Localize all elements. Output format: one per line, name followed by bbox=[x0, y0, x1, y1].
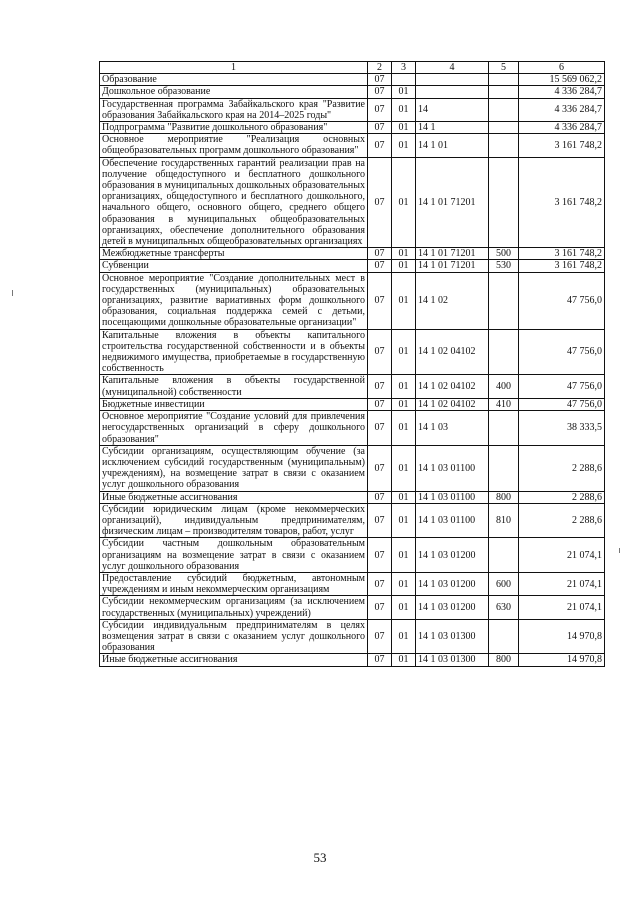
cell-name: Основное мероприятие "Создание дополнительных мест в государственных (муниципальных) образовательных организациях, развитие вариативных форм дошкольного образования, социальная поддержка семей с детьми, посещающими дошкольные образовательные организации" bbox=[100, 272, 368, 329]
cell-vr bbox=[489, 86, 519, 98]
cell-sum: 21 074,1 bbox=[519, 596, 605, 619]
scan-artifact bbox=[12, 290, 13, 296]
cell-cs bbox=[416, 74, 489, 86]
cell-name: Иные бюджетные ассигнования bbox=[100, 491, 368, 503]
cell-rz: 01 bbox=[392, 572, 416, 595]
table-row bbox=[100, 538, 605, 573]
cell-name: Капитальные вложения в объекты государственной (муниципальной) собственности bbox=[100, 375, 368, 398]
cell-vr bbox=[489, 411, 519, 446]
cell-vr: 810 bbox=[489, 503, 519, 538]
cell-sum: 4 336 284,7 bbox=[519, 86, 605, 98]
cell-gr: 07 bbox=[368, 491, 392, 503]
cell-cs bbox=[416, 86, 489, 98]
cell-cs: 14 1 01 71201 bbox=[416, 248, 489, 260]
cell-rz: 01 bbox=[392, 375, 416, 398]
cell-gr: 07 bbox=[368, 86, 392, 98]
scan-artifact bbox=[619, 548, 620, 553]
cell-cs: 14 1 03 01200 bbox=[416, 538, 489, 573]
cell-name: Межбюджетные трансферты bbox=[100, 248, 368, 260]
table-row bbox=[100, 74, 605, 86]
cell-sum: 47 756,0 bbox=[519, 329, 605, 375]
cell-vr: 800 bbox=[489, 654, 519, 666]
cell-sum: 21 074,1 bbox=[519, 538, 605, 573]
cell-cs: 14 1 01 bbox=[416, 134, 489, 157]
cell-vr bbox=[489, 329, 519, 375]
cell-gr: 07 bbox=[368, 596, 392, 619]
cell-name: Субвенции bbox=[100, 260, 368, 272]
cell-gr: 07 bbox=[368, 398, 392, 410]
cell-rz: 01 bbox=[392, 503, 416, 538]
cell-vr: 500 bbox=[489, 248, 519, 260]
cell-gr: 07 bbox=[368, 74, 392, 86]
cell-cs: 14 1 bbox=[416, 122, 489, 134]
cell-sum: 2 288,6 bbox=[519, 503, 605, 538]
cell-sum: 4 336 284,7 bbox=[519, 122, 605, 134]
cell-vr bbox=[489, 619, 519, 654]
cell-rz: 01 bbox=[392, 411, 416, 446]
cell-gr: 07 bbox=[368, 248, 392, 260]
cell-name: Капитальные вложения в объекты капитального строительства государственной собственности и в объекты недвижимого имущества, приобретаемые в государственную собственность bbox=[100, 329, 368, 375]
cell-cs: 14 1 03 01300 bbox=[416, 619, 489, 654]
table-row bbox=[100, 157, 605, 248]
cell-gr: 07 bbox=[368, 329, 392, 375]
cell-vr: 400 bbox=[489, 375, 519, 398]
cell-gr: 07 bbox=[368, 538, 392, 573]
table-row bbox=[100, 272, 605, 329]
cell-cs: 14 1 03 01200 bbox=[416, 596, 489, 619]
cell-vr bbox=[489, 122, 519, 134]
cell-sum: 38 333,5 bbox=[519, 411, 605, 446]
cell-vr bbox=[489, 134, 519, 157]
cell-gr: 07 bbox=[368, 411, 392, 446]
cell-vr: 800 bbox=[489, 491, 519, 503]
cell-cs: 14 1 01 71201 bbox=[416, 260, 489, 272]
cell-name: Основное мероприятие "Создание условий для привлечения негосударственных организаций в сферу дошкольного образования" bbox=[100, 411, 368, 446]
cell-rz: 01 bbox=[392, 491, 416, 503]
cell-rz: 01 bbox=[392, 134, 416, 157]
cell-gr: 07 bbox=[368, 375, 392, 398]
cell-cs: 14 bbox=[416, 98, 489, 121]
cell-rz: 01 bbox=[392, 329, 416, 375]
cell-vr: 600 bbox=[489, 572, 519, 595]
cell-cs: 14 1 03 01100 bbox=[416, 445, 489, 491]
cell-sum: 47 756,0 bbox=[519, 398, 605, 410]
table-row bbox=[100, 411, 605, 446]
cell-vr bbox=[489, 74, 519, 86]
header-col-5: 5 bbox=[489, 62, 519, 74]
cell-cs: 14 1 02 04102 bbox=[416, 329, 489, 375]
cell-sum: 14 970,8 bbox=[519, 619, 605, 654]
cell-name: Основное мероприятие "Реализация основных общеобразовательных программ дошкольного образования" bbox=[100, 134, 368, 157]
cell-gr: 07 bbox=[368, 619, 392, 654]
cell-cs: 14 1 03 01100 bbox=[416, 491, 489, 503]
cell-gr: 07 bbox=[368, 572, 392, 595]
table-row bbox=[100, 619, 605, 654]
cell-vr bbox=[489, 445, 519, 491]
table-row bbox=[100, 654, 605, 666]
cell-rz bbox=[392, 74, 416, 86]
cell-gr: 07 bbox=[368, 157, 392, 248]
cell-gr: 07 bbox=[368, 122, 392, 134]
cell-name: Дошкольное образование bbox=[100, 86, 368, 98]
cell-vr: 630 bbox=[489, 596, 519, 619]
cell-name: Субсидии организациям, осуществляющим обучение (за исключением субсидий государственным (муниципальным) учреждениям), на возмещение затрат в связи с оказанием услуг дошкольного образования bbox=[100, 445, 368, 491]
table-row bbox=[100, 122, 605, 134]
cell-gr: 07 bbox=[368, 98, 392, 121]
table-row bbox=[100, 86, 605, 98]
cell-gr: 07 bbox=[368, 260, 392, 272]
header-col-1: 1 bbox=[100, 62, 368, 74]
cell-cs: 14 1 03 01100 bbox=[416, 503, 489, 538]
cell-gr: 07 bbox=[368, 654, 392, 666]
table-row bbox=[100, 248, 605, 260]
table-row bbox=[100, 134, 605, 157]
cell-sum: 2 288,6 bbox=[519, 491, 605, 503]
cell-rz: 01 bbox=[392, 538, 416, 573]
cell-vr bbox=[489, 98, 519, 121]
cell-cs: 14 1 02 04102 bbox=[416, 398, 489, 410]
table-row bbox=[100, 572, 605, 595]
cell-rz: 01 bbox=[392, 260, 416, 272]
table-row bbox=[100, 596, 605, 619]
cell-vr: 410 bbox=[489, 398, 519, 410]
cell-cs: 14 1 03 bbox=[416, 411, 489, 446]
cell-vr bbox=[489, 157, 519, 248]
cell-rz: 01 bbox=[392, 86, 416, 98]
cell-sum: 47 756,0 bbox=[519, 272, 605, 329]
cell-sum: 3 161 748,2 bbox=[519, 248, 605, 260]
cell-vr bbox=[489, 272, 519, 329]
cell-cs: 14 1 03 01200 bbox=[416, 572, 489, 595]
table-row bbox=[100, 445, 605, 491]
cell-name: Субсидии некоммерческим организациям (за исключением государственных (муниципальных) учреждений) bbox=[100, 596, 368, 619]
cell-rz: 01 bbox=[392, 98, 416, 121]
cell-rz: 01 bbox=[392, 248, 416, 260]
cell-cs: 14 1 02 04102 bbox=[416, 375, 489, 398]
table-row bbox=[100, 503, 605, 538]
budget-table bbox=[99, 61, 605, 667]
table-row bbox=[100, 398, 605, 410]
cell-sum: 14 970,8 bbox=[519, 654, 605, 666]
cell-sum: 15 569 062,2 bbox=[519, 74, 605, 86]
cell-name: Субсидии частным дошкольным образовательным организациям на возмещение затрат в связи с оказанием услуг дошкольного образования bbox=[100, 538, 368, 573]
header-col-6: 6 bbox=[519, 62, 605, 74]
cell-sum: 4 336 284,7 bbox=[519, 98, 605, 121]
cell-name: Образование bbox=[100, 74, 368, 86]
cell-name: Субсидии юридическим лицам (кроме некоммерческих организаций), индивидуальным предпринимателям, физическим лицам – производителям товаров, работ, услуг bbox=[100, 503, 368, 538]
cell-rz: 01 bbox=[392, 157, 416, 248]
cell-rz: 01 bbox=[392, 272, 416, 329]
table-body bbox=[100, 62, 605, 667]
cell-rz: 01 bbox=[392, 654, 416, 666]
cell-vr bbox=[489, 538, 519, 573]
cell-gr: 07 bbox=[368, 272, 392, 329]
cell-name: Субсидии индивидуальным предпринимателям в целях возмещения затрат в связи с оказанием услуг дошкольного образования bbox=[100, 619, 368, 654]
header-col-2: 2 bbox=[368, 62, 392, 74]
cell-name: Бюджетные инвестиции bbox=[100, 398, 368, 410]
cell-rz: 01 bbox=[392, 445, 416, 491]
cell-sum: 3 161 748,2 bbox=[519, 134, 605, 157]
table-row bbox=[100, 98, 605, 121]
cell-cs: 14 1 01 71201 bbox=[416, 157, 489, 248]
cell-rz: 01 bbox=[392, 619, 416, 654]
cell-sum: 2 288,6 bbox=[519, 445, 605, 491]
cell-cs: 14 1 03 01300 bbox=[416, 654, 489, 666]
cell-name: Обеспечение государственных гарантий реализации прав на получение общедоступного и бесплатного дошкольного образования в муниципальных дошкольных образовательных организациях, общедоступного и бесплатного дошкольного, начального общего, основного общего, среднего общего образования в муниципальных общеобразовательных организациях, обеспечение дополнительного образования детей в муниципальных общеобразовательных организациях bbox=[100, 157, 368, 248]
table-row bbox=[100, 491, 605, 503]
cell-sum: 21 074,1 bbox=[519, 572, 605, 595]
table-header-row bbox=[100, 62, 605, 74]
cell-rz: 01 bbox=[392, 596, 416, 619]
cell-name: Иные бюджетные ассигнования bbox=[100, 654, 368, 666]
cell-name: Подпрограмма "Развитие дошкольного образования" bbox=[100, 122, 368, 134]
page-number: 53 bbox=[313, 850, 327, 865]
table-row bbox=[100, 260, 605, 272]
cell-gr: 07 bbox=[368, 134, 392, 157]
table-row bbox=[100, 329, 605, 375]
cell-name: Государственная программа Забайкальского края "Развитие образования Забайкальского края на 2014–2025 годы" bbox=[100, 98, 368, 121]
cell-name: Предоставление субсидий бюджетным, автономным учреждениям и иным некоммерческим организациям bbox=[100, 572, 368, 595]
cell-sum: 3 161 748,2 bbox=[519, 260, 605, 272]
cell-sum: 3 161 748,2 bbox=[519, 157, 605, 248]
cell-vr: 530 bbox=[489, 260, 519, 272]
cell-sum: 47 756,0 bbox=[519, 375, 605, 398]
cell-gr: 07 bbox=[368, 445, 392, 491]
header-col-3: 3 bbox=[392, 62, 416, 74]
cell-rz: 01 bbox=[392, 122, 416, 134]
header-col-4: 4 bbox=[416, 62, 489, 74]
cell-cs: 14 1 02 bbox=[416, 272, 489, 329]
cell-gr: 07 bbox=[368, 503, 392, 538]
cell-rz: 01 bbox=[392, 398, 416, 410]
table-row bbox=[100, 375, 605, 398]
